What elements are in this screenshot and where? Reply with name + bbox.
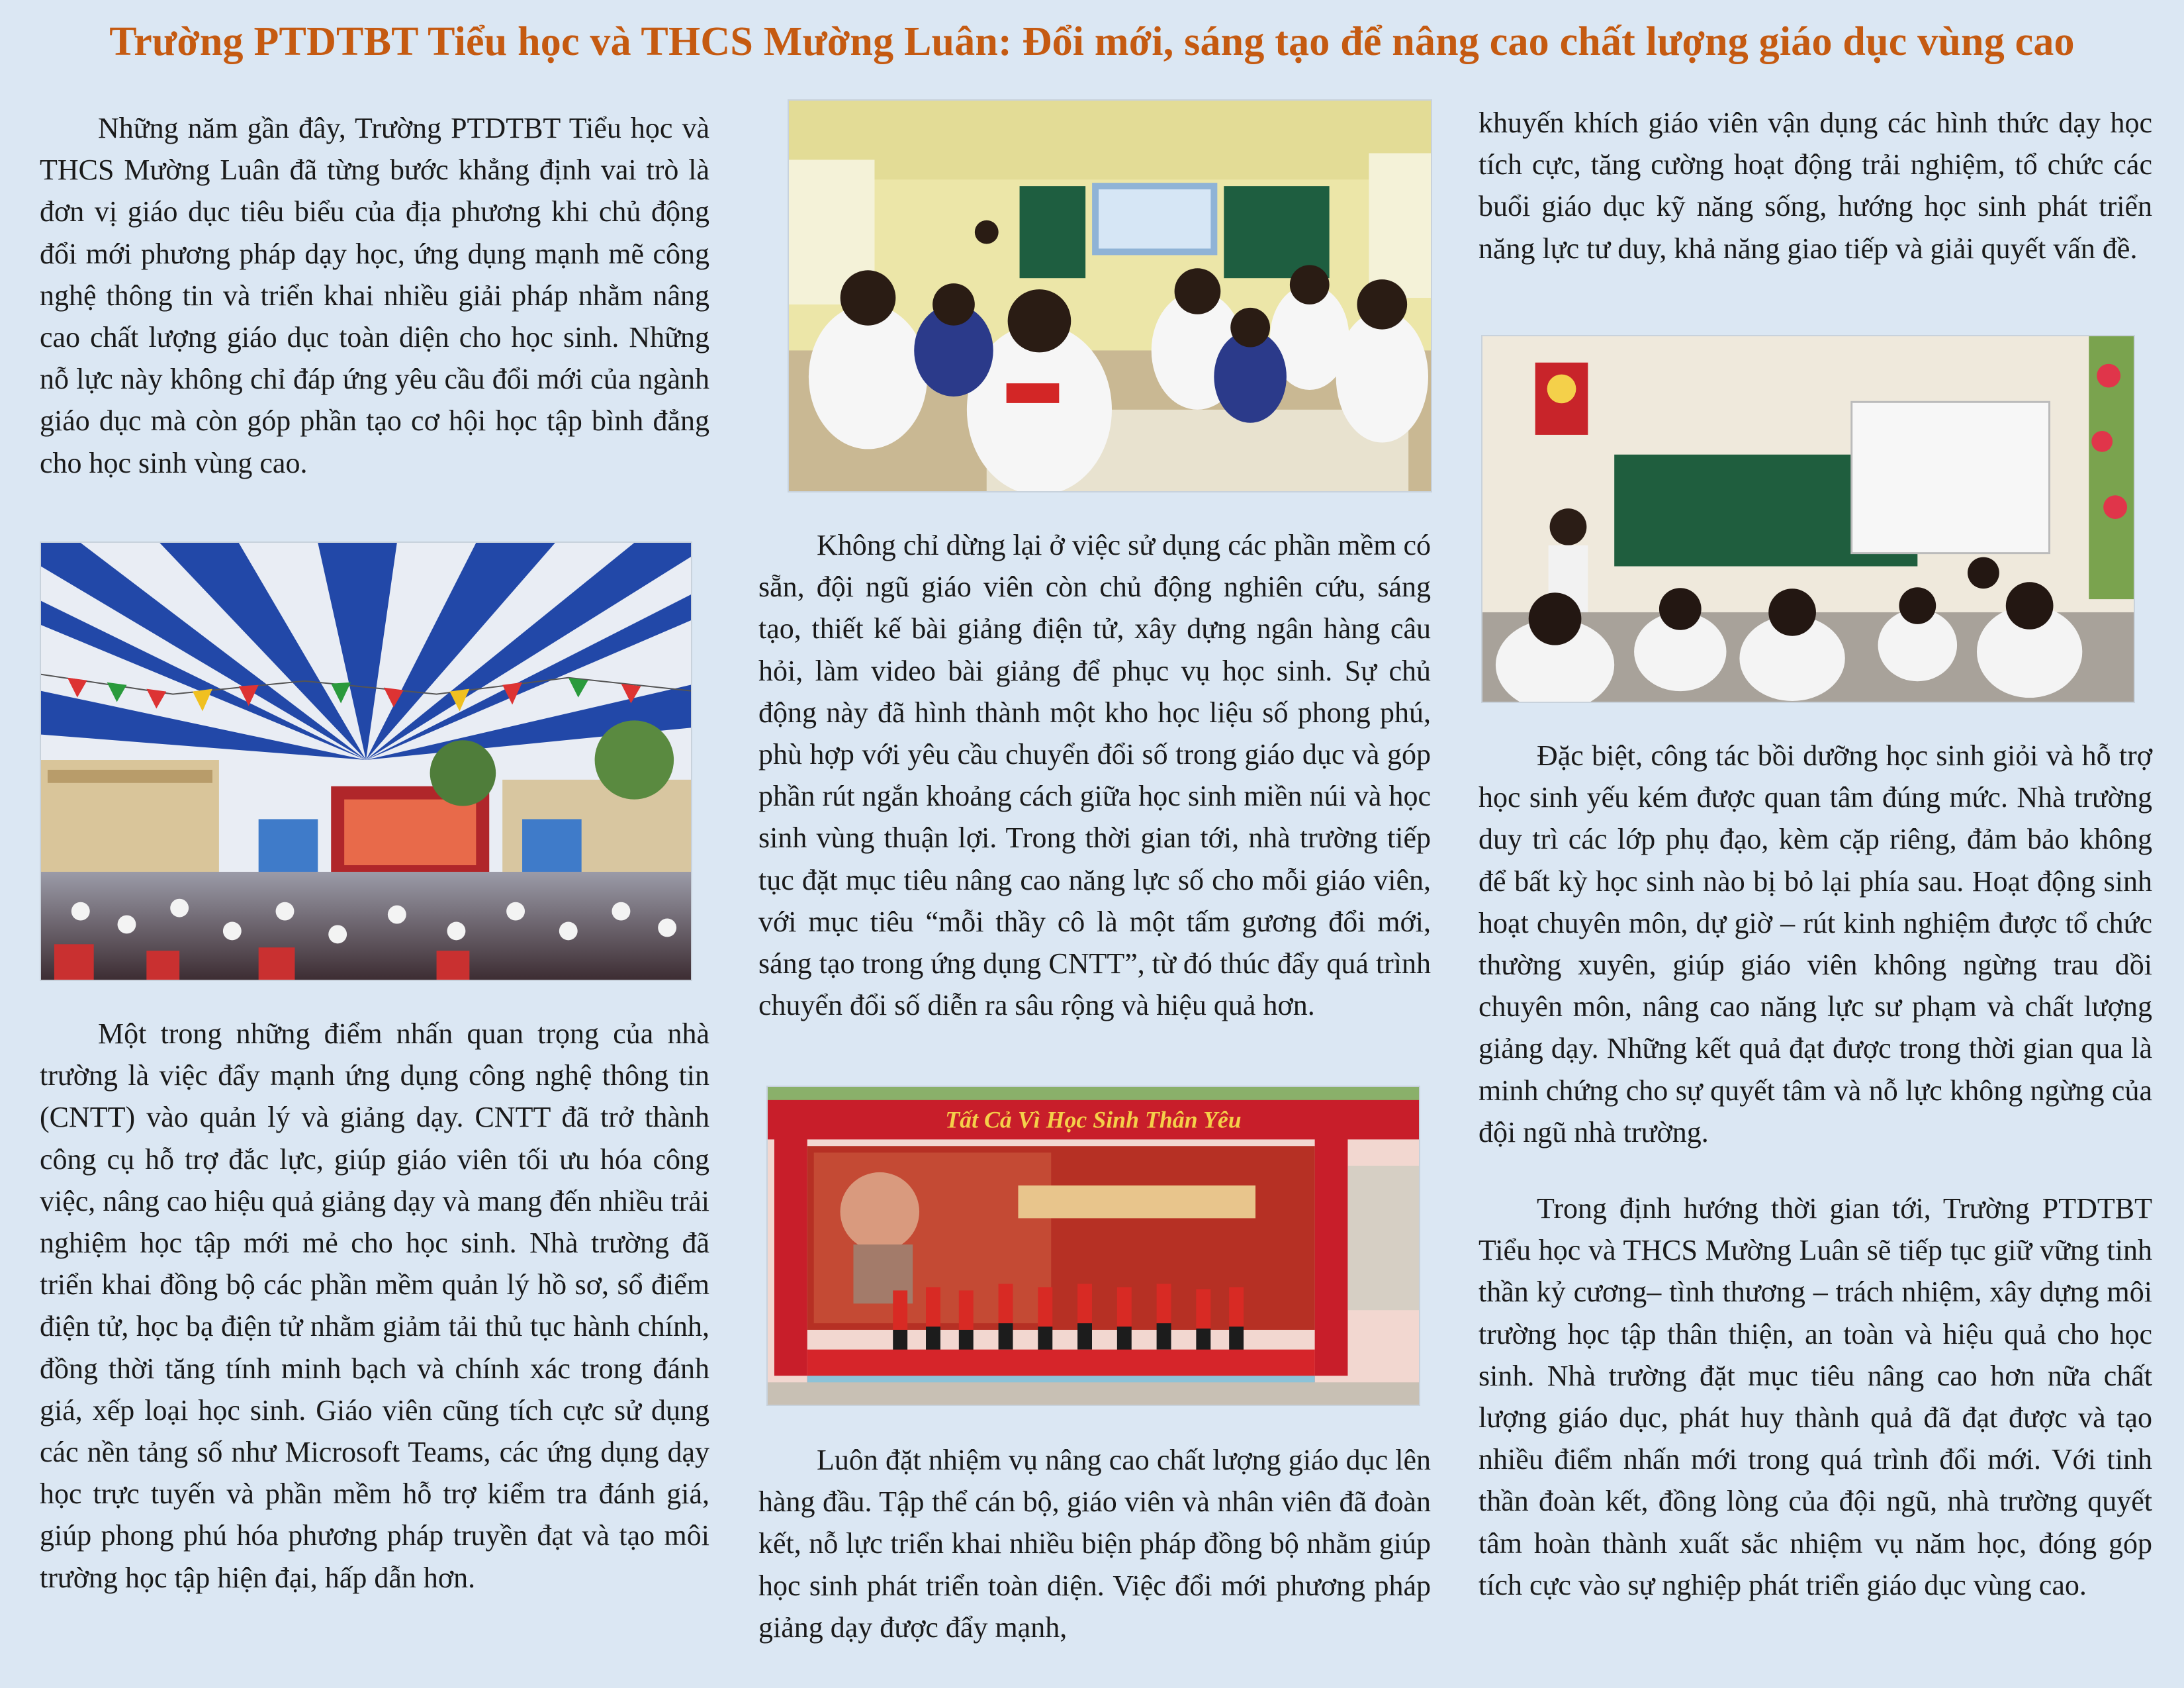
photo-lesson bbox=[1481, 335, 2135, 703]
ceremony-image bbox=[41, 543, 691, 980]
photo-stage bbox=[766, 1086, 1420, 1406]
paragraph-gifted: Đặc biệt, công tác bồi dưỡng học sinh giỏi và hỗ trợ học sinh yếu kém được quan tâm đúng mức. Nhà trường duy trì các lớp phụ đạo, kèm cặp riêng, đảm bảo không để bất kỳ học sinh nào bị bỏ lại phía sau. Hoạt động sinh hoạt chuyên môn, dự giờ – rút kinh nghiệm được tổ chức thường xuyên, giúp giáo viên không ngừng trau dồi chuyên môn, nâng cao năng lực sư phạm và chất lượng giảng dạy. Những kết quả đạt được trong thời gian qua là minh chứng cho sự quyết tâm và nỗ lực không ngừng của đội ngũ nhà trường. bbox=[1479, 739, 2152, 1149]
paragraph-it: Một trong những điểm nhấn quan trọng của nhà trường là việc đẩy mạnh ứng dụng công nghệ thông tin (CNTT) vào quản lý và giảng dạy. CNTT đã trở thành công cụ hỗ trợ đắc lực, giúp giáo viên tối ưu hóa công việc, nâng cao hiệu quả giảng dạy và mang đến nhiều trải nghiệm học tập mới mẻ cho học sinh. Nhà trường đã triển khai đồng bộ các phần mềm quản lý hồ sơ, sổ điểm điện tử, học bạ điện tử nhằm giảm tải thủ tục hành chính, đồng thời tăng tính minh bạch và chính xác trong đánh giá, xếp loại học sinh. Giáo viên cũng tích cực sử dụng các nền tảng số như Microsoft Teams, các ứng dụng dạy học trực tuyến và phần mềm hỗ trợ kiểm tra đánh giá, giúp phong phú hóa phương pháp truyền đạt và tạo môi trường học tập hiện đại, hấp dẫn hơn. bbox=[40, 1017, 709, 1594]
classroom-image bbox=[789, 101, 1431, 491]
paragraph-quality-part1: Luôn đặt nhiệm vụ nâng cao chất lượng giáo dục lên hàng đầu. Tập thể cán bộ, giáo viên và nhân viên đã đoàn kết, nỗ lực triển khai nhiều biện pháp đồng bộ nhằm giúp học sinh phát triển toàn diện. Việc đổi mới phương pháp giảng dạy được đẩy mạnh, bbox=[758, 1444, 1431, 1644]
paragraph-future: Trong định hướng thời gian tới, Trường PTDTBT Tiểu học và THCS Mường Luân sẽ tiếp tục giữ vững tinh thần kỷ cương– tình thương – trách nhiệm, xây dựng môi trường học tập thân thiện, an toàn và hiệu quả cho học sinh. Nhà trường đặt mục tiêu nâng cao hơn nữa chất lượng giáo dục, phát huy thành quả đã đạt được và tạo nhiều điểm nhấn mới trong quá trình đổi mới. Với tinh thần đoàn kết, đồng lòng của đội ngũ, nhà trường quyết tâm hoàn thành xuất sắc nhiệm vụ năm học, đóng góp tích cực vào sự nghiệp phát triển giáo dục vùng cao. bbox=[1479, 1192, 2152, 1601]
stage-banner-text: Tất Cả Vì Học Sinh Thân Yêu bbox=[945, 1106, 1242, 1133]
lesson-image bbox=[1482, 336, 2134, 702]
photo-classroom bbox=[788, 99, 1432, 492]
page-title: Trường PTDTBT Tiểu học và THCS Mường Luân: Đổi mới, sáng tạo để nâng cao chất lượng giáo dục vùng cao bbox=[109, 19, 2075, 64]
stage-image bbox=[768, 1087, 1419, 1405]
photo-ceremony bbox=[40, 541, 692, 981]
paragraph-intro: Những năm gần đây, Trường PTDTBT Tiểu học và THCS Mường Luân đã từng bước khẳng định vai trò là đơn vị giáo dục tiêu biểu của địa phương khi chủ động đổi mới phương pháp dạy học, ứng dụng mạnh mẽ công nghệ thông tin và triển khai nhiều giải pháp nhằm nâng cao chất lượng giáo dục toàn diện cho học sinh. Những nỗ lực này không chỉ đáp ứng yêu cầu đổi mới của ngành giáo dục mà còn góp phần tạo cơ hội học tập bình đẳng cho học sinh vùng cao. bbox=[40, 112, 709, 479]
paragraph-software: Không chỉ dừng lại ở việc sử dụng các phần mềm có sẵn, đội ngũ giáo viên còn chủ động nghiên cứu, sáng tạo, thiết kế bài giảng điện tử, xây dựng ngân hàng câu hỏi, làm video bài giảng để phục vụ học sinh. Sự chủ động này đã hình thành một kho học liệu số phong phú, phù hợp với yêu cầu chuyển đổi số trong giáo dục và góp phần rút ngắn khoảng cách giữa học sinh miền núi và học sinh vùng thuận lợi. Trong thời gian tới, nhà trường tiếp tục đặt mục tiêu nâng cao năng lực số cho mỗi giáo viên, với mục tiêu “mỗi thầy cô là một tấm gương đổi mới, sáng tạo trong ứng dụng CNTT”, từ đó thúc đẩy quá trình chuyển đổi số diễn ra sâu rộng và hiệu quả hơn. bbox=[758, 529, 1431, 1022]
paragraph-quality-part2: khuyến khích giáo viên vận dụng các hình thức dạy học tích cực, tăng cường hoạt động trải nghiệm, tổ chức các buổi giáo dục kỹ năng sống, hướng học sinh phát triển năng lực tư duy, khả năng giao tiếp và giải quyết vấn đề. bbox=[1479, 107, 2152, 265]
